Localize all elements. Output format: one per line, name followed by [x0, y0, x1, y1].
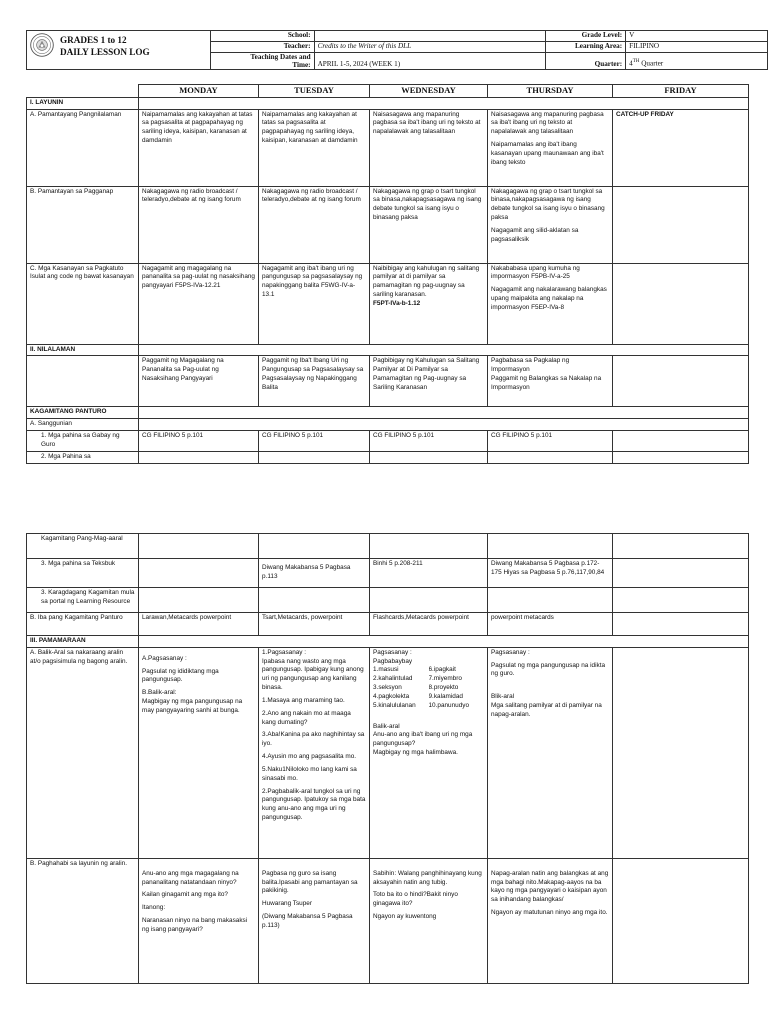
section-layunin-row	[27, 97, 749, 109]
row-gabay-ng-guro	[27, 431, 749, 452]
word: 4.pagkolekta	[373, 692, 410, 700]
spelling-word-list	[373, 666, 484, 710]
school-value	[314, 31, 546, 42]
cell-text: Pagsulat ng ididiktang mga pangungusap.	[142, 667, 219, 684]
cell-text: 4.Ayusin mo ang pagsasalita mo.	[262, 753, 357, 761]
cell-text: 1.Pagsasanay : Ipabasa nang wasto ang mga pangungusap. Ipabigay kung anong uri ng pangungusap ang kanilang binasa.	[262, 648, 364, 692]
cell-text: Itanong:	[142, 904, 166, 912]
title-line-1: GRADES 1 to 12	[60, 35, 127, 45]
section-nilalaman-row	[27, 344, 749, 356]
word: 1.masusi	[373, 666, 399, 674]
cell-text: Pagsulat ng mga pangungusap na idikta ng guro.	[491, 661, 606, 678]
cell-friday	[613, 263, 749, 344]
row-label: Kagamitang Pang-Mag-aaral	[27, 534, 139, 559]
cell-text: Kailan ginagamit ang mga ito?	[142, 891, 228, 899]
day-thursday: THURSDAY	[488, 85, 613, 98]
cell-text: Naranasan ninyo na bang makasaksi ng isang pangyayari?	[142, 917, 248, 933]
learning-area-value: FILIPINO	[626, 41, 768, 52]
cell-friday	[613, 647, 749, 858]
cell-tuesday	[259, 858, 370, 983]
row-iba-pang-kagamitan	[27, 613, 749, 636]
cell-friday: CATCH-UP FRIDAY	[613, 109, 749, 186]
cell-wednesday: Naisasagawa ang mapanuring pagbasa sa iba't ibang uri ng teksto at napalalawak ang talasalitaan	[370, 109, 488, 186]
teaching-dates-label	[210, 52, 314, 70]
row-label: A. Sanggunian	[27, 419, 139, 431]
cell-friday	[613, 431, 749, 452]
cell-text: Blik-aral Mga salitang pamilyar at di pamilyar na napag-aralan.	[491, 693, 602, 718]
cell-friday	[613, 186, 749, 263]
cell-text: A.Pagsasanay :	[142, 654, 187, 662]
cell-text: Pagbabasa sa Pagkalap ng Impormasyon	[491, 357, 570, 374]
row-mga-kasanayan	[27, 263, 749, 344]
row-label: 3. Mga pahina sa Teksbuk	[27, 559, 139, 588]
grade-level-value: V	[626, 31, 768, 42]
cell-wednesday: CG FILIPINO 5 p.101	[370, 431, 488, 452]
row-label: 1. Mga pahina sa Gabay ng Guro	[27, 431, 139, 452]
row-balik-aral	[27, 647, 749, 858]
section-pamamaraan-row	[27, 636, 749, 648]
teacher-label: Teacher:	[210, 41, 314, 52]
cell-thursday	[488, 109, 613, 186]
cell-text: Nakagagawa ng grap o tsart tungkol sa binasa,nakapagsasagawa ng isang debate tungkol sa isang isyu o binasang paksa	[491, 187, 605, 222]
row-kagamitang-pahina-p1	[27, 451, 749, 463]
row-label-line-1: C. Mga Kasanayan sa Pagkatuto	[30, 264, 124, 272]
day-friday: FRIDAY	[613, 85, 749, 98]
cell-wednesday	[370, 263, 488, 344]
cell-monday: Paggamit ng Magagalang na Pananalita sa Pag-uulat ng Nasaksihang Pangyayari	[139, 356, 259, 407]
cell-tuesday: Paggamit ng Iba't Ibang Uri ng Pangungusap sa Pagsasalaysay sa Pagsasalaysay ng Napakinggang Balita	[259, 356, 370, 407]
cell-thursday	[488, 647, 613, 858]
cell-text: Paggamit ng Balangkas sa Nakalap na Impormasyon	[491, 375, 602, 391]
row-label: B. Paghahabi sa layunin ng aralin.	[27, 858, 139, 983]
section-kagamitan-row	[27, 407, 749, 419]
row-label	[27, 263, 139, 344]
teaching-dates-label-1: Teaching Dates and	[250, 52, 311, 61]
cell-tuesday: CG FILIPINO 5 p.101	[259, 431, 370, 452]
word: 6.ipagkait	[428, 666, 456, 674]
cell-wednesday: Nakagagawa ng grap o tsart tungkol sa binasa,nakapagsasagawa ng isang debate tungkol sa isang isyu o binasang paksa	[370, 186, 488, 263]
header-info-table	[26, 30, 768, 70]
day-header-row	[27, 85, 749, 98]
cell-friday	[613, 559, 749, 588]
cell-text: Pagbasa ng guro sa isang balita.Ipasabi ang pamantayan sa pakikinig.	[262, 869, 358, 895]
cell-thursday	[488, 263, 613, 344]
word: 3.seksyon	[373, 684, 402, 692]
word: 9.kalamidad	[428, 692, 463, 700]
cell-monday	[139, 858, 259, 983]
row-pamantayan-sa-pagganap	[27, 186, 749, 263]
row-label: B. Pamantayan sa Pagganap	[27, 186, 139, 263]
cell-text: 3.Aba!Kanina pa ako naghihintay sa iyo.	[262, 731, 365, 748]
word: 5.kinalululanan	[373, 701, 416, 709]
row-teksbuk	[27, 559, 749, 588]
cell-text: Pagsasanay : Pagbabaybay	[373, 648, 413, 665]
day-tuesday: TUESDAY	[259, 85, 370, 98]
cell-monday: Nagagamit ang magagalang na pananalita sa pag-uulat ng nasaksihang pangyayari F5PS-IVa-12.21	[139, 263, 259, 344]
section-layunin: I. LAYUNIN	[27, 97, 139, 109]
cell-friday	[613, 356, 749, 407]
lesson-log-table-page-1	[26, 84, 749, 464]
title-line-2: DAILY LESSON LOG	[60, 47, 150, 57]
word: 10.panunudyo	[428, 701, 470, 709]
cell-monday: Larawan,Metacards powerpoint	[139, 613, 259, 636]
quarter-value	[626, 52, 768, 70]
cell-text: B.Balik-aral: Magbigay ng mga pangungusap na may pangyayaring sanhi at bunga.	[142, 689, 243, 714]
cell-tuesday: Naipamamalas ang kakayahan at tatas sa pagsasalita at pagpapahayag ng sariling ideya, kaisipan, karanasan at damdamin	[259, 109, 370, 186]
quarter-number: 4	[629, 59, 633, 68]
section-kagamitan: KAGAMITANG PANTURO	[27, 407, 139, 419]
cell-wednesday: Flashcards,Metacards powerpoint	[370, 613, 488, 636]
quarter-suffix: TH	[632, 59, 640, 65]
cell-text: Pagsasanay :	[491, 648, 530, 656]
cell-text: Nagagamit ang silid-aklatan sa pagsasaliksik	[491, 226, 579, 243]
row-karagdagang-kagamitan	[27, 588, 749, 613]
cell-monday	[139, 647, 259, 858]
cell-text: Nakababasa upang kumuha ng impormasyon F5PB-IV-a-25	[491, 264, 580, 281]
cell-tuesday: Diwang Makabansa 5 Pagbasa p.113	[259, 559, 370, 588]
cell-text: 2.Ano ang nakain mo at maaga kang dumating?	[262, 709, 351, 726]
cell-monday: CG FILIPINO 5 p.101	[139, 431, 259, 452]
row-label: A. Balik-Aral sa nakaraang aralin at/o pagsisimula ng bagong aralin.	[27, 647, 139, 858]
row-label: A. Pamantayang Pangnilalaman	[27, 109, 139, 186]
row-label: B. Iba pang Kagamitang Panturo	[27, 613, 139, 636]
row-nilalaman	[27, 356, 749, 407]
cell-text: Naisasagawa ang mapanuring pagbasa sa iba't ibang uri ng teksto at napalalawak ang talasalitaan	[491, 110, 604, 136]
cell-thursday: powerpoint metacards	[488, 613, 613, 636]
word: 2.kahalintulad	[373, 675, 413, 683]
cell-text: 1.Masaya ang maraming tao.	[262, 696, 345, 704]
cell-tuesday: Nakagagawa ng radio broadcast / teleradyo,debate at ng isang forum	[259, 186, 370, 263]
row-label: 2. Mga Pahina sa	[27, 451, 139, 463]
row-kagamitang-pahina-p2	[27, 534, 749, 559]
grade-level-label: Grade Level:	[546, 31, 626, 42]
cell-monday: Naipamamalas ang kakayahan at tatas sa pagsasalita at pagpapahayag ng sariling ideya, kaisipan, karanasan at damdamin	[139, 109, 259, 186]
quarter-word: Quarter	[639, 59, 664, 68]
cell-text: 2.Pagbabalik-aral tungkol sa uri ng pangungusap. Ipatukoy sa mga bata kung anu-ano ang mga uri ng pangungusap.	[262, 787, 366, 822]
cell-text: Naipamamalas ang iba't ibang kasanayan upang maunawaan ang iba't ibang teksto	[491, 141, 604, 166]
cell-thursday: Diwang Makabansa 5 Pagbasa p.172-175 Hiyas sa Pagbasa 5 p.76,117,90,84	[488, 559, 613, 588]
cell-tuesday	[259, 647, 370, 858]
cell-monday	[139, 559, 259, 588]
cell-text: Huwarang Tsuper	[262, 900, 312, 908]
word: 7.miyembro	[428, 675, 462, 683]
cell-text: 5.Naku1Niloloko mo lang kami sa sinasabi mo.	[262, 765, 357, 782]
cell-text: Balik-aral Anu-ano ang iba't ibang uri ng mga pangungusap? Magbigay ng mga halimbawa.	[373, 722, 473, 757]
cell-text: Anu-ano ang mga magagalang na pananalitang natatandaan ninyo?	[142, 869, 239, 886]
cell-code: F5PT-IVa-b-1.12	[373, 299, 421, 307]
row-label-line-2: Isulat ang code ng bawat kasanayan	[30, 273, 134, 281]
cell-friday	[613, 613, 749, 636]
school-label: School:	[210, 31, 314, 42]
cell-wednesday: Pagbibigay ng Kahulugan sa Salitang Pamilyar at Di Pamilyar sa Pamamagitan ng Pag-uugnay sa Sariling Karanasan	[370, 356, 488, 407]
cell-tuesday: Tsart,Metacards, powerpoint	[259, 613, 370, 636]
cell-text: Ngayon ay kuwentong	[373, 913, 437, 921]
section-pamamaraan: III. PAMAMARAAN	[27, 636, 139, 648]
cell-text: Naibibigay ang kahulugan ng salitang pamilyar at di pamilyar sa pamamagitan ng pag-uugnay sa sariling karanasan.	[373, 264, 480, 299]
teaching-dates-label-2: Time:	[292, 61, 311, 70]
row-paghahabi	[27, 858, 749, 983]
learning-area-label: Learning Area:	[546, 41, 626, 52]
cell-thursday: CG FILIPINO 5 p.101	[488, 431, 613, 452]
word: 8.proyekto	[428, 684, 459, 692]
cell-tuesday: Nagagamit ang iba't ibang uri ng pangungusap sa pagsasalaysay ng napakinggang balita F5WG-IV-a-13.1	[259, 263, 370, 344]
cell-text: Ngayon ay matutunan ninyo ang mga ito.	[491, 909, 608, 917]
cell-thursday	[488, 356, 613, 407]
lesson-log-table-page-2	[26, 533, 749, 984]
cell-monday: Nakagagawa ng radio broadcast / teleradyo,debate at ng isang forum	[139, 186, 259, 263]
row-pamantayang-pangnilalaman	[27, 109, 749, 186]
cell-text: Toto ba ito o hindi?Bakit ninyo ginagawa ito?	[373, 891, 458, 908]
cell-wednesday	[370, 647, 488, 858]
row-sanggunian	[27, 419, 749, 431]
quarter-label: Quarter:	[546, 52, 626, 70]
section-nilalaman: II. NILALAMAN	[27, 344, 139, 356]
teaching-dates-value: APRIL 1-5, 2024 (WEEK 1)	[314, 52, 546, 70]
cell-text: Napag-aralan natin ang balangkas at ang mga bahagi nito.Makapag-aayos na ba kayo ng mga pangyayari o kaisipan ayon sa inihandang balangkas/	[491, 869, 609, 904]
cell-thursday	[488, 186, 613, 263]
cell-wednesday: Binhi 5 p.208-211	[370, 559, 488, 588]
cell-thursday	[488, 858, 613, 983]
cell-text: (Diwang Makabansa 5 Pagbasa p.113)	[262, 913, 353, 929]
cell-friday	[613, 858, 749, 983]
cell-text: Nagagamit ang nakalarawang balangkas upang maipakita ang nakalap na impormasyon F5EP-IVa-8	[491, 286, 607, 311]
row-label: 3. Karagdagang Kagamitan mula sa portal ng Learning Resource	[27, 588, 139, 613]
cell-text: Sabihin: Walang panghihinayang kung aksayahin natin ang tubig.	[373, 869, 482, 886]
teacher-value: Credits to the Writer of this DLL	[314, 41, 546, 52]
cell-wednesday	[370, 858, 488, 983]
day-monday: MONDAY	[139, 85, 259, 98]
logo-cell	[27, 31, 211, 70]
day-wednesday: WEDNESDAY	[370, 85, 488, 98]
